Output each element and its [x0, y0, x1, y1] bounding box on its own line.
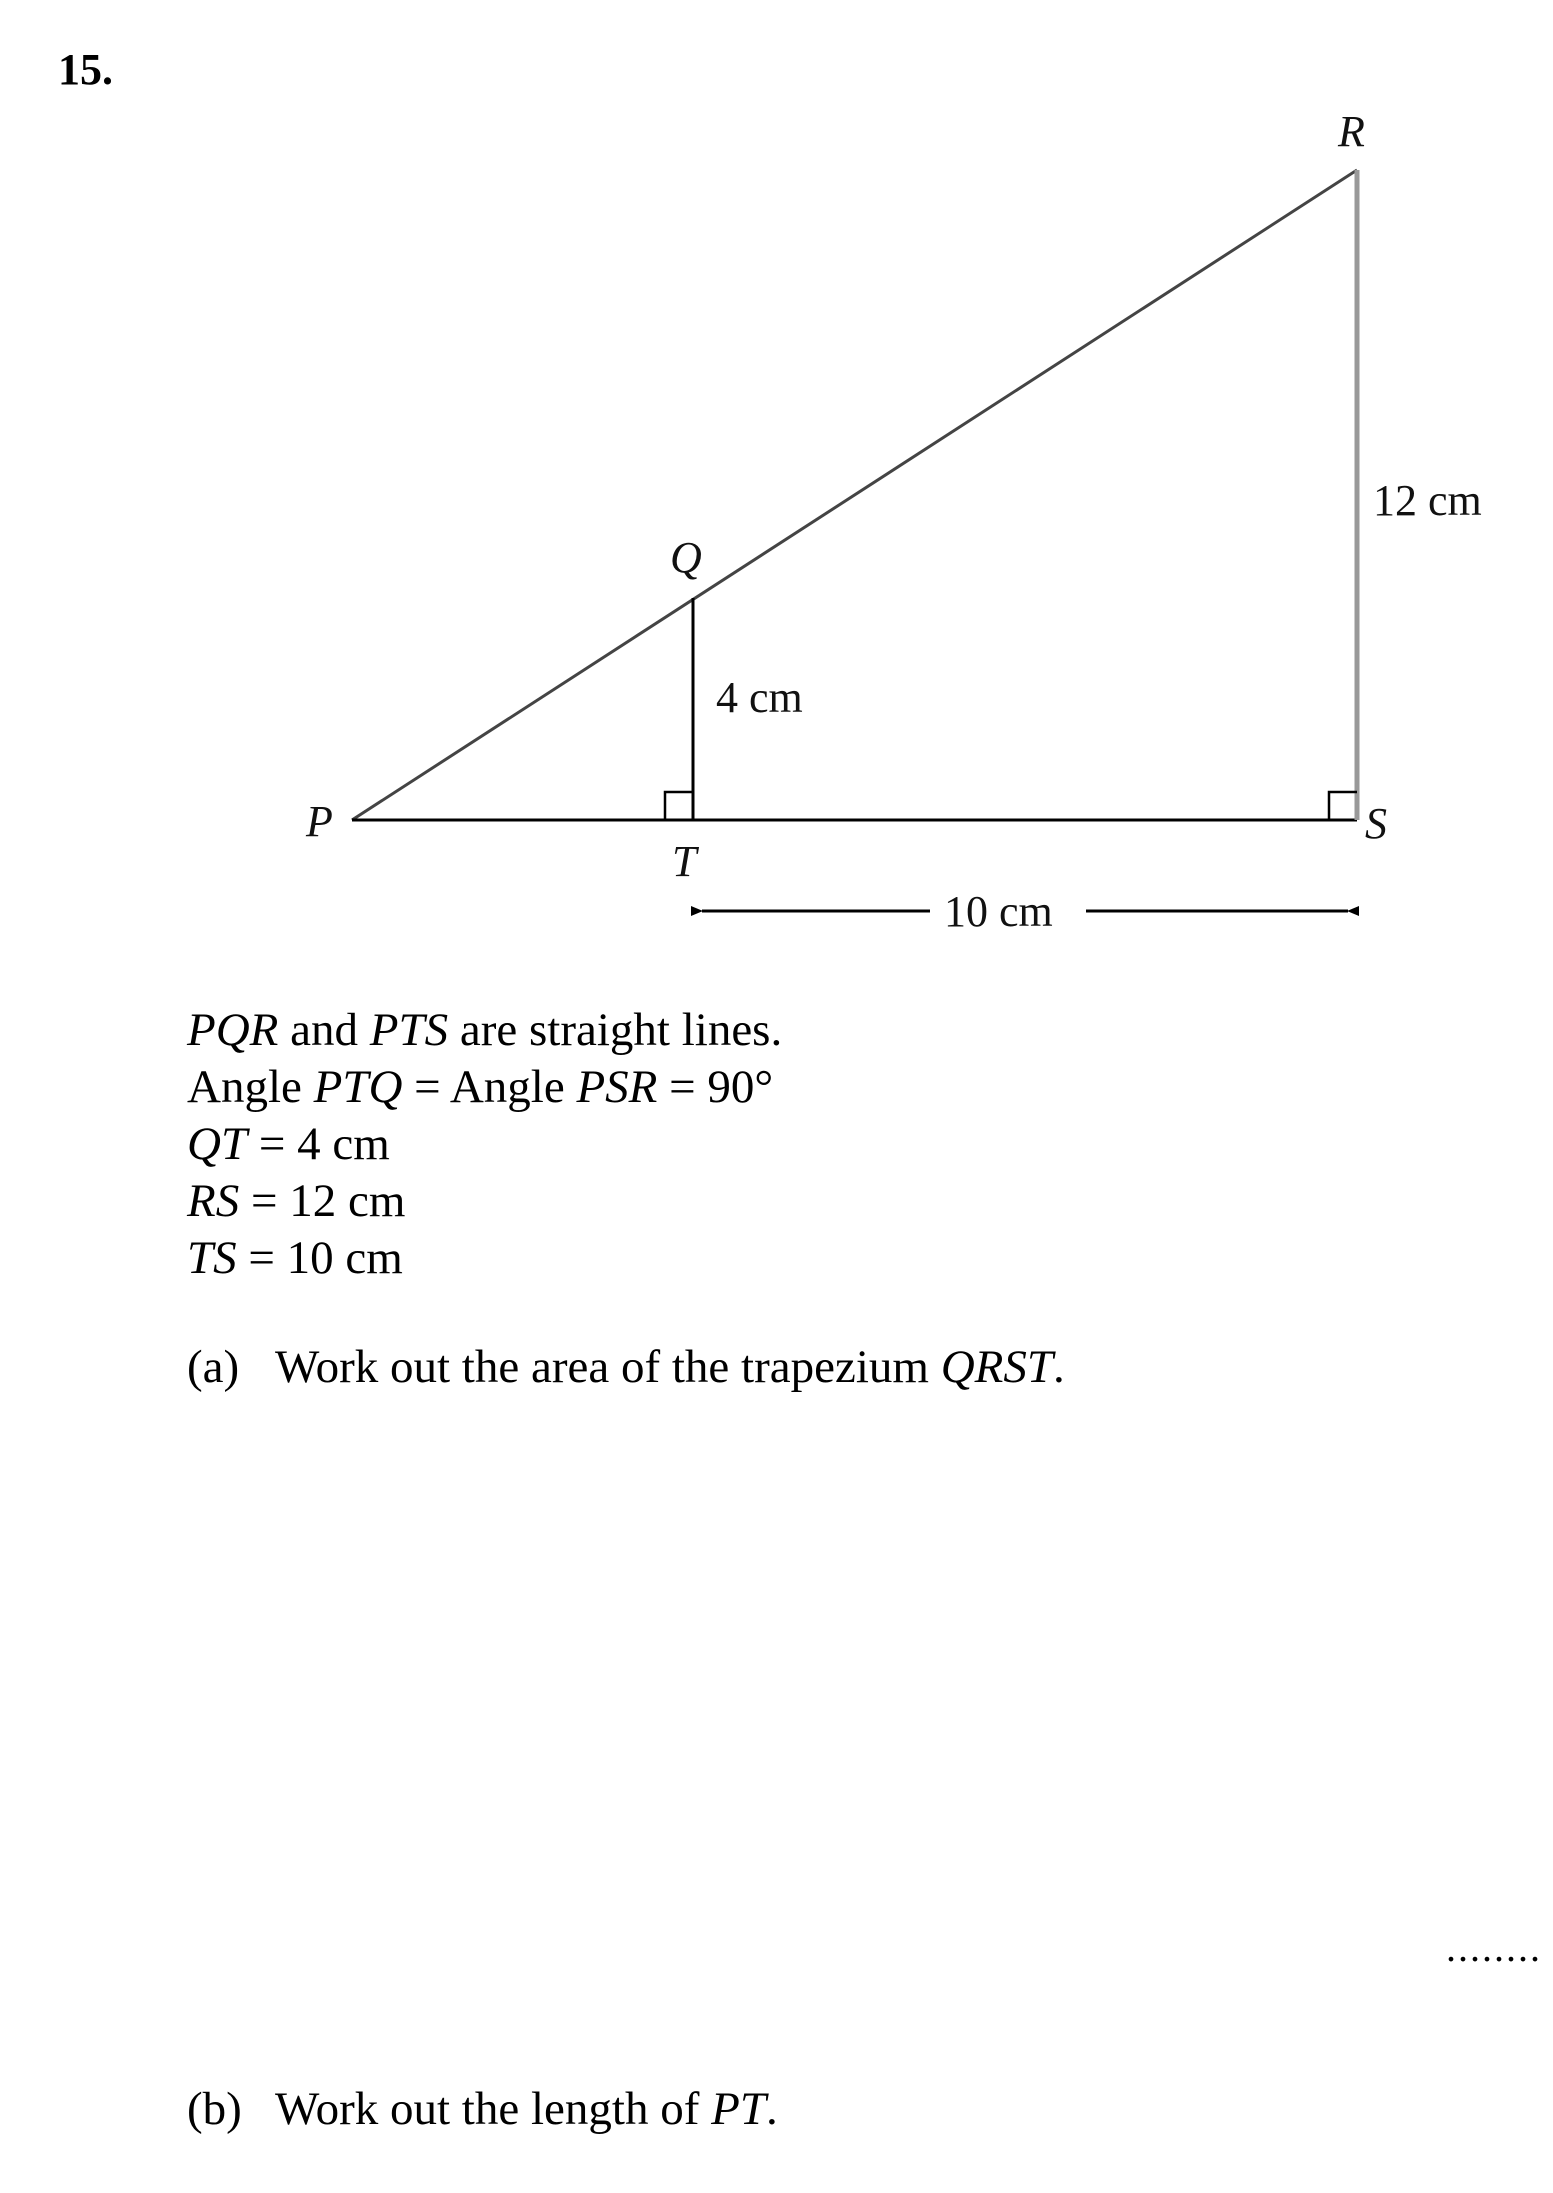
- given-segment: PQR: [187, 1004, 279, 1056]
- given-line: [187, 1116, 782, 1173]
- given-segment: PSR: [576, 1061, 658, 1113]
- given-segment: RS: [187, 1175, 240, 1227]
- given-segment: PTS: [369, 1004, 449, 1056]
- part-a-text: Work out the area of the trapezium: [275, 1341, 941, 1393]
- vertex-label-t: T: [672, 837, 697, 886]
- given-segment: = Angle: [402, 1061, 577, 1113]
- part-b-text: Work out the length of: [275, 2083, 712, 2135]
- measure-qt: 4 cm: [716, 673, 803, 722]
- vertex-label-q: Q: [670, 533, 702, 582]
- given-segment: QT: [187, 1118, 248, 1170]
- question-number: 15.: [58, 45, 113, 94]
- given-line: [187, 1173, 782, 1230]
- given-segment: and: [278, 1004, 370, 1056]
- part-b-label: (b): [187, 2083, 242, 2135]
- part-b-italic: PT: [711, 2083, 766, 2135]
- right-angle-mark-t: [665, 792, 693, 820]
- part-a-end: .: [1053, 1341, 1065, 1393]
- line-pqr: [352, 170, 1357, 820]
- part-a-label: (a): [187, 1341, 240, 1393]
- part-b-end: .: [765, 2083, 778, 2135]
- given-segment: PTQ: [313, 1061, 403, 1113]
- given-segment: = 10 cm: [236, 1232, 403, 1284]
- given-line: [187, 1230, 782, 1287]
- measure-rs: 12 cm: [1373, 476, 1482, 525]
- given-information: [187, 1002, 782, 1287]
- given-segment: = 90°: [657, 1061, 774, 1113]
- vertex-label-p: P: [306, 797, 333, 846]
- given-segment: are straight lines.: [448, 1004, 783, 1056]
- part-b: [187, 2082, 778, 2136]
- triangle-diagram: [0, 0, 1553, 960]
- measure-ts: 10 cm: [944, 887, 1053, 936]
- vertex-label-r: R: [1338, 107, 1365, 156]
- vertex-label-s: S: [1365, 799, 1387, 848]
- given-segment: Angle: [187, 1061, 314, 1113]
- given-line: [187, 1002, 782, 1059]
- answer-dots: ........: [1446, 1925, 1542, 1970]
- right-angle-mark-s: [1329, 792, 1357, 820]
- given-segment: = 4 cm: [247, 1118, 390, 1170]
- part-a: [187, 1340, 1065, 1394]
- given-segment: = 12 cm: [239, 1175, 406, 1227]
- given-segment: TS: [187, 1232, 237, 1284]
- given-line: [187, 1059, 782, 1116]
- part-a-italic: QRST: [940, 1341, 1053, 1393]
